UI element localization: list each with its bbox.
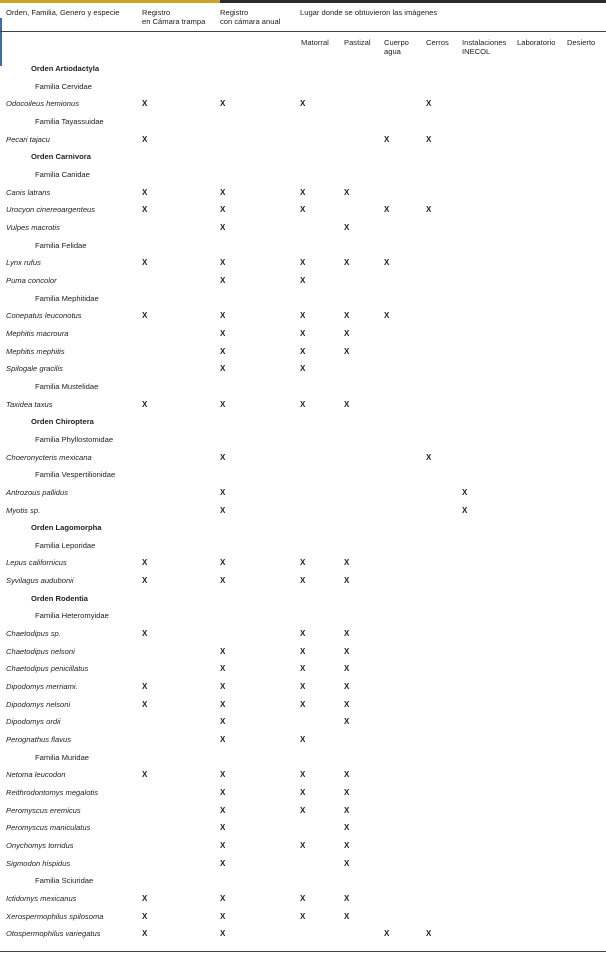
presence-mark: X <box>300 276 306 285</box>
header-pastizal: Pastizal <box>344 38 371 47</box>
left-edge-mark <box>0 18 2 66</box>
presence-mark: X <box>426 453 432 462</box>
presence-mark: X <box>344 770 350 779</box>
species-label: Perognathus flavus <box>6 735 72 744</box>
presence-mark: X <box>220 841 226 850</box>
presence-mark: X <box>300 841 306 850</box>
presence-mark: X <box>300 205 306 214</box>
presence-mark: X <box>344 647 350 656</box>
header-laboratorio: Laboratorio <box>517 38 556 47</box>
species-label: Dipodomys merriami. <box>6 682 78 691</box>
family-label: Familia Leporidae <box>35 541 96 550</box>
presence-mark: X <box>220 558 226 567</box>
species-label: Mephitis macroura <box>6 329 69 338</box>
presence-mark: X <box>426 135 432 144</box>
presence-mark: X <box>220 506 226 515</box>
presence-mark: X <box>300 258 306 267</box>
species-label: Mephitis mephitis <box>6 347 65 356</box>
order-label: Orden Artiodactyla <box>31 64 100 73</box>
presence-mark: X <box>220 488 226 497</box>
order-label: Orden Carnivora <box>31 152 91 161</box>
species-label: Dipodomys nelsoni <box>6 700 71 709</box>
presence-mark: X <box>142 311 148 320</box>
species-label: Reithrodontomys megalotis <box>6 788 99 797</box>
family-label: Familia Tayassuidae <box>35 117 104 126</box>
family-label: Familia Mustelidae <box>35 382 99 391</box>
presence-mark: X <box>344 258 350 267</box>
presence-mark: X <box>142 912 148 921</box>
presence-mark: X <box>384 205 390 214</box>
species-label: Ictidomys mexicanus <box>6 894 77 903</box>
presence-mark: X <box>462 506 468 515</box>
species-label: Chaetodipus nelsoni <box>6 647 75 656</box>
presence-mark: X <box>220 894 226 903</box>
family-label: Familia Vespertilionidae <box>35 470 116 479</box>
presence-mark: X <box>220 735 226 744</box>
presence-mark: X <box>220 400 226 409</box>
presence-mark: X <box>142 258 148 267</box>
presence-mark: X <box>220 912 226 921</box>
presence-mark: X <box>300 311 306 320</box>
presence-mark: X <box>462 488 468 497</box>
species-label: Otospermophilus variegatus <box>6 929 101 938</box>
presence-mark: X <box>426 929 432 938</box>
species-label: Netoma leucodon <box>6 770 66 779</box>
presence-mark: X <box>384 135 390 144</box>
presence-mark: X <box>220 329 226 338</box>
presence-mark: X <box>300 664 306 673</box>
presence-mark: X <box>300 558 306 567</box>
presence-mark: X <box>142 629 148 638</box>
presence-mark: X <box>220 859 226 868</box>
header-matorral: Matorral <box>301 38 329 47</box>
presence-mark: X <box>300 806 306 815</box>
presence-mark: X <box>220 453 226 462</box>
presence-mark: X <box>344 188 350 197</box>
presence-mark: X <box>344 223 350 232</box>
presence-mark: X <box>344 347 350 356</box>
header-location-group: Lugar donde se obtuvieron las imágenes <box>300 8 438 17</box>
presence-mark: X <box>220 682 226 691</box>
species-label: Sigmodon hispidus <box>6 859 71 868</box>
presence-mark: X <box>300 364 306 373</box>
presence-mark: X <box>220 311 226 320</box>
presence-mark: X <box>142 400 148 409</box>
presence-mark: X <box>344 576 350 585</box>
presence-mark: X <box>142 700 148 709</box>
presence-mark: X <box>300 788 306 797</box>
species-label: Choeronycteris mexicana <box>6 453 92 462</box>
species-label: Myotis sp. <box>6 506 41 515</box>
presence-mark: X <box>300 647 306 656</box>
top-rule-accent <box>0 0 220 3</box>
presence-mark: X <box>220 647 226 656</box>
top-rule <box>0 0 606 3</box>
family-label: Familia Sciuridae <box>35 876 94 885</box>
header-cuerpo-agua: Cuerpo agua <box>384 38 409 56</box>
bottom-rule <box>0 951 606 952</box>
presence-mark: X <box>344 664 350 673</box>
species-label: Conepatus leuconotus <box>6 311 82 320</box>
presence-mark: X <box>344 558 350 567</box>
presence-mark: X <box>142 894 148 903</box>
presence-mark: X <box>142 99 148 108</box>
header-cerros: Cerros <box>426 38 449 47</box>
presence-mark: X <box>300 894 306 903</box>
order-label: Orden Rodentia <box>31 594 88 603</box>
species-label: Peromyscus eremicus <box>6 806 81 815</box>
presence-mark: X <box>142 682 148 691</box>
header-camera-trap: Registro en Cámara trampa <box>142 8 206 26</box>
species-label: Onychomys torridus <box>6 841 74 850</box>
presence-mark: X <box>142 576 148 585</box>
presence-mark: X <box>344 788 350 797</box>
presence-mark: X <box>220 717 226 726</box>
header-species-column: Orden, Familia, Genero y especie <box>6 8 120 17</box>
presence-mark: X <box>220 806 226 815</box>
species-label: Canis latrans <box>6 188 51 197</box>
header-instalaciones-inecol: Instalaciones INECOL <box>462 38 507 56</box>
presence-mark: X <box>300 347 306 356</box>
presence-mark: X <box>300 629 306 638</box>
family-label: Familia Muridae <box>35 753 90 762</box>
presence-mark: X <box>300 912 306 921</box>
presence-mark: X <box>220 276 226 285</box>
presence-mark: X <box>344 682 350 691</box>
presence-mark: X <box>344 311 350 320</box>
species-label: Pecari tajacu <box>6 135 50 144</box>
order-label: Orden Chiroptera <box>31 417 94 426</box>
presence-mark: X <box>344 823 350 832</box>
species-label: Chaetodipus penicillatus <box>6 664 89 673</box>
presence-mark: X <box>220 258 226 267</box>
species-label: Urocyon cinereoargenteus <box>6 205 96 214</box>
presence-mark: X <box>300 99 306 108</box>
species-label: Xerospermophilus spilosoma <box>6 912 104 921</box>
family-label: Familia Felidae <box>35 241 87 250</box>
family-label: Familia Phyllostomidae <box>35 435 114 444</box>
species-label: Dipodomys ordii <box>6 717 61 726</box>
presence-mark: X <box>220 364 226 373</box>
presence-mark: X <box>384 311 390 320</box>
family-label: Familia Mephitidae <box>35 294 99 303</box>
species-label: Spilogale gracilis <box>6 364 63 373</box>
presence-mark: X <box>220 770 226 779</box>
species-label: Peromyscus maniculatus <box>6 823 91 832</box>
presence-mark: X <box>142 205 148 214</box>
presence-mark: X <box>142 770 148 779</box>
family-label: Familia Canidae <box>35 170 90 179</box>
presence-mark: X <box>384 929 390 938</box>
presence-mark: X <box>426 205 432 214</box>
presence-mark: X <box>300 682 306 691</box>
presence-mark: X <box>344 400 350 409</box>
presence-mark: X <box>344 700 350 709</box>
presence-mark: X <box>344 859 350 868</box>
species-label: Chaetodipus sp. <box>6 629 61 638</box>
presence-mark: X <box>220 664 226 673</box>
header-separator <box>0 31 606 32</box>
presence-mark: X <box>142 929 148 938</box>
species-label: Antrozous pallidus <box>6 488 69 497</box>
presence-mark: X <box>344 841 350 850</box>
presence-mark: X <box>142 558 148 567</box>
species-label: Lepus californicus <box>6 558 67 567</box>
presence-mark: X <box>344 717 350 726</box>
presence-mark: X <box>300 400 306 409</box>
presence-mark: X <box>220 823 226 832</box>
presence-mark: X <box>344 806 350 815</box>
presence-mark: X <box>220 223 226 232</box>
species-label: Odocoileus hemionus <box>6 99 80 108</box>
presence-mark: X <box>142 188 148 197</box>
species-label: Taxidea taxus <box>6 400 53 409</box>
presence-mark: X <box>300 329 306 338</box>
species-label: Vulpes macrotis <box>6 223 60 232</box>
presence-mark: X <box>384 258 390 267</box>
presence-mark: X <box>300 700 306 709</box>
presence-mark: X <box>142 135 148 144</box>
presence-mark: X <box>220 929 226 938</box>
presence-mark: X <box>220 788 226 797</box>
presence-mark: X <box>344 329 350 338</box>
presence-mark: X <box>220 188 226 197</box>
family-label: Familia Heteromyidae <box>35 611 109 620</box>
presence-mark: X <box>344 912 350 921</box>
presence-mark: X <box>344 629 350 638</box>
family-label: Familia Cervidae <box>35 82 92 91</box>
species-label: Syvilagus audubonii <box>6 576 74 585</box>
presence-mark: X <box>300 576 306 585</box>
header-annual-camera: Registro con cámara anual <box>220 8 281 26</box>
header-desierto: Desierto <box>567 38 596 47</box>
presence-mark: X <box>426 99 432 108</box>
species-label: Puma concolor <box>6 276 57 285</box>
presence-mark: X <box>344 894 350 903</box>
presence-mark: X <box>300 735 306 744</box>
presence-mark: X <box>300 770 306 779</box>
presence-mark: X <box>220 347 226 356</box>
presence-mark: X <box>220 99 226 108</box>
presence-mark: X <box>300 188 306 197</box>
species-label: Lynx rufus <box>6 258 41 267</box>
presence-mark: X <box>220 700 226 709</box>
order-label: Orden Lagomorpha <box>31 523 102 532</box>
presence-mark: X <box>220 205 226 214</box>
presence-mark: X <box>220 576 226 585</box>
